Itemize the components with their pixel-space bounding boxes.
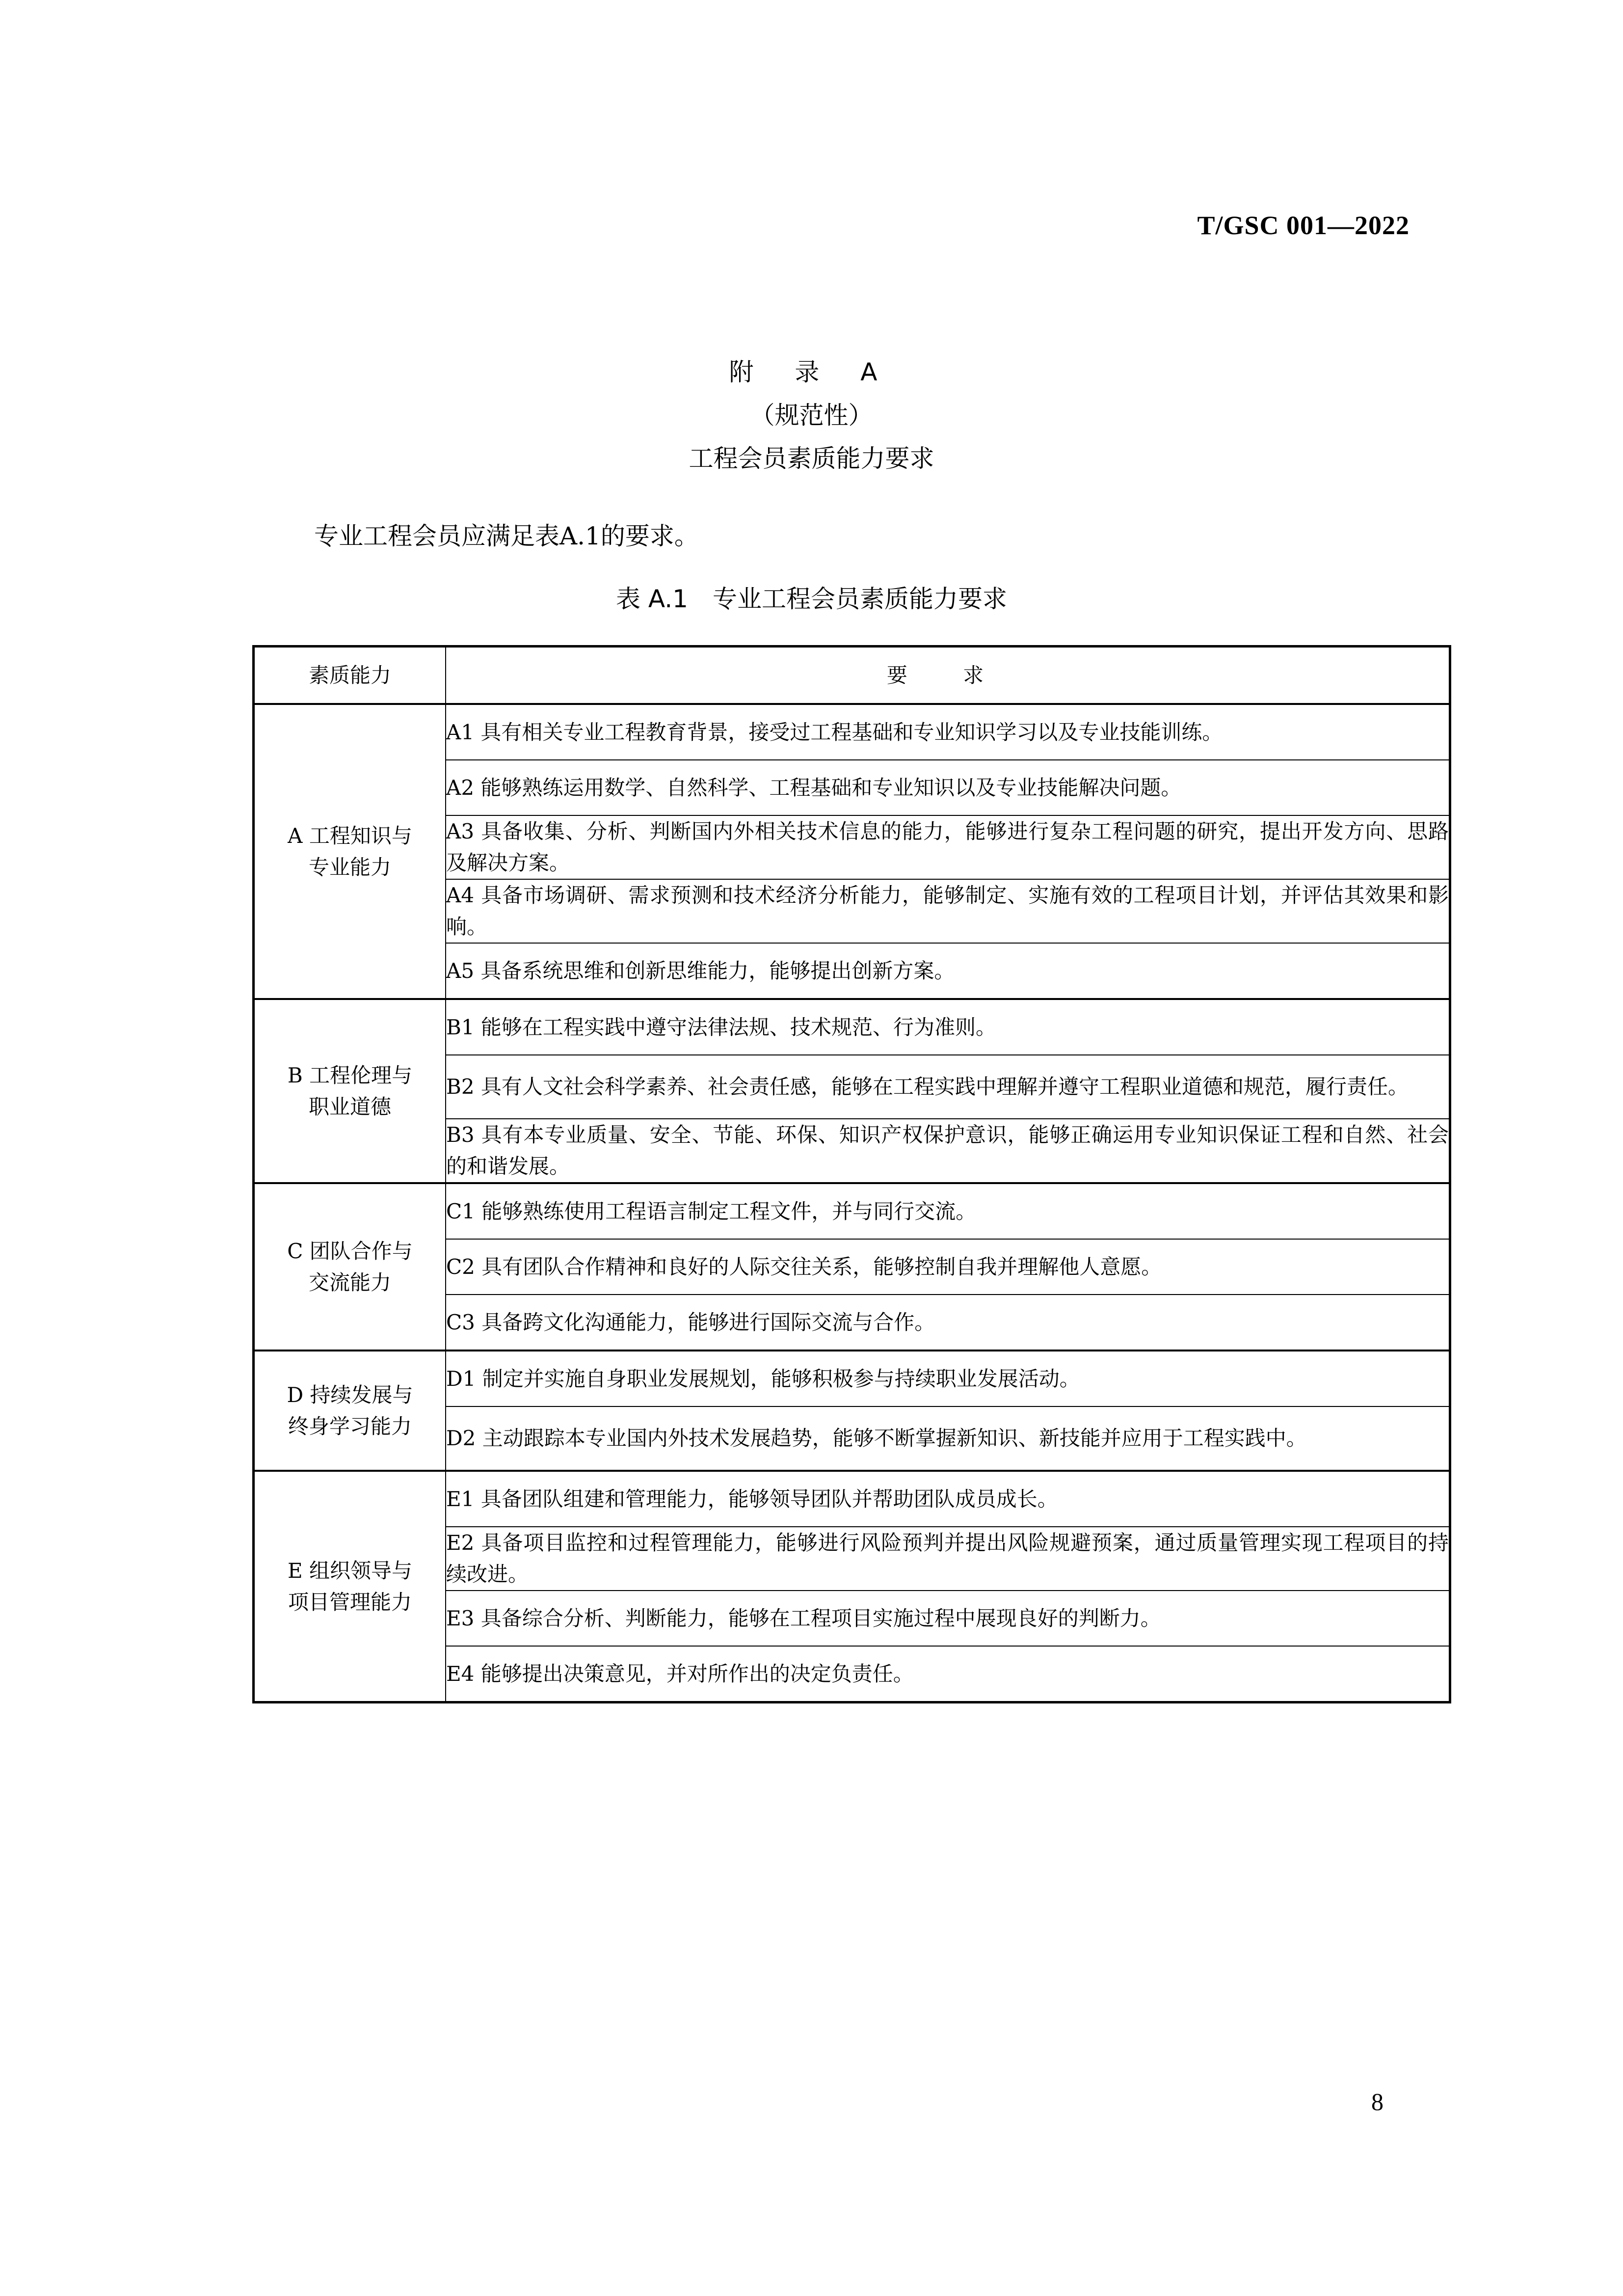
requirement-d2: D2 主动跟踪本专业国内外技术发展趋势，能够不断掌握新知识、新技能并应用于工程实践中。 [446, 1406, 1450, 1471]
table-header-row [254, 647, 1450, 704]
requirement-b2: B2 具有人文社会科学素养、社会责任感，能够在工程实践中理解并遵守工程职业道德和规范，履行责任。 [446, 1055, 1450, 1119]
table-row [254, 1471, 1450, 1527]
ability-cell-d: D 持续发展与 终身学习能力 [254, 1351, 446, 1471]
table-row [254, 704, 1450, 760]
requirements-table [252, 645, 1451, 1703]
requirement-c2: C2 具有团队合作精神和良好的人际交往关系，能够控制自我并理解他人意愿。 [446, 1239, 1450, 1295]
requirement-e2: E2 具备项目监控和过程管理能力，能够进行风险预判并提出风险规避预案，通过质量管理实现工程项目的持续改进。 [446, 1527, 1450, 1591]
requirement-e4: E4 能够提出决策意见，并对所作出的决定负责任。 [446, 1646, 1450, 1702]
appendix-subject: 工程会员素质能力要求 [689, 444, 934, 473]
requirement-b3: B3 具有本专业质量、安全、节能、环保、知识产权保护意识，能够正确运用专业知识保证工程和自然、社会的和谐发展。 [446, 1119, 1450, 1183]
requirement-a2: A2 能够熟练运用数学、自然科学、工程基础和专业知识以及专业技能解决问题。 [446, 760, 1450, 815]
appendix-type: （规范性） [750, 401, 873, 430]
ability-cell-e: E 组织领导与 项目管理能力 [254, 1471, 446, 1702]
requirement-c3: C3 具备跨文化沟通能力，能够进行国际交流与合作。 [446, 1295, 1450, 1351]
table-row [254, 1183, 1450, 1239]
header-requirement: 要 求 [446, 647, 1450, 704]
table-row [254, 999, 1450, 1055]
ability-cell-c: C 团队合作与 交流能力 [254, 1183, 446, 1351]
ability-cell-b: B 工程伦理与 职业道德 [254, 999, 446, 1183]
requirement-d1: D1 制定并实施自身职业发展规划，能够积极参与持续职业发展活动。 [446, 1351, 1450, 1406]
requirement-a3: A3 具备收集、分析、判断国内外相关技术信息的能力，能够进行复杂工程问题的研究，提出开发方向、思路及解决方案。 [446, 815, 1450, 879]
page-number: 8 [1371, 2088, 1384, 2115]
requirement-e1: E1 具备团队组建和管理能力，能够领导团队并帮助团队成员成长。 [446, 1471, 1450, 1527]
header-ability: 素质能力 [254, 647, 446, 704]
intro-paragraph: 专业工程会员应满足表A.1的要求。 [314, 522, 699, 550]
requirement-a4: A4 具备市场调研、需求预测和技术经济分析能力，能够制定、实施有效的工程项目计划，并评估其效果和影响。 [446, 879, 1450, 943]
table-row [254, 1351, 1450, 1406]
requirement-e3: E3 具备综合分析、判断能力，能够在工程项目实施过程中展现良好的判断力。 [446, 1591, 1450, 1646]
table-caption: 表 A.1 专业工程会员素质能力要求 [616, 585, 1007, 613]
document-code: T/GSC 001—2022 [1197, 211, 1410, 240]
requirement-a1: A1 具有相关专业工程教育背景，接受过工程基础和专业知识学习以及专业技能训练。 [446, 704, 1450, 760]
requirement-b1: B1 能够在工程实践中遵守法律法规、技术规范、行为准则。 [446, 999, 1450, 1055]
appendix-title: 附 录 A [729, 358, 894, 386]
requirement-a5: A5 具备系统思维和创新思维能力，能够提出创新方案。 [446, 943, 1450, 999]
requirement-c1: C1 能够熟练使用工程语言制定工程文件，并与同行交流。 [446, 1183, 1450, 1239]
ability-cell-a: A 工程知识与 专业能力 [254, 704, 446, 999]
